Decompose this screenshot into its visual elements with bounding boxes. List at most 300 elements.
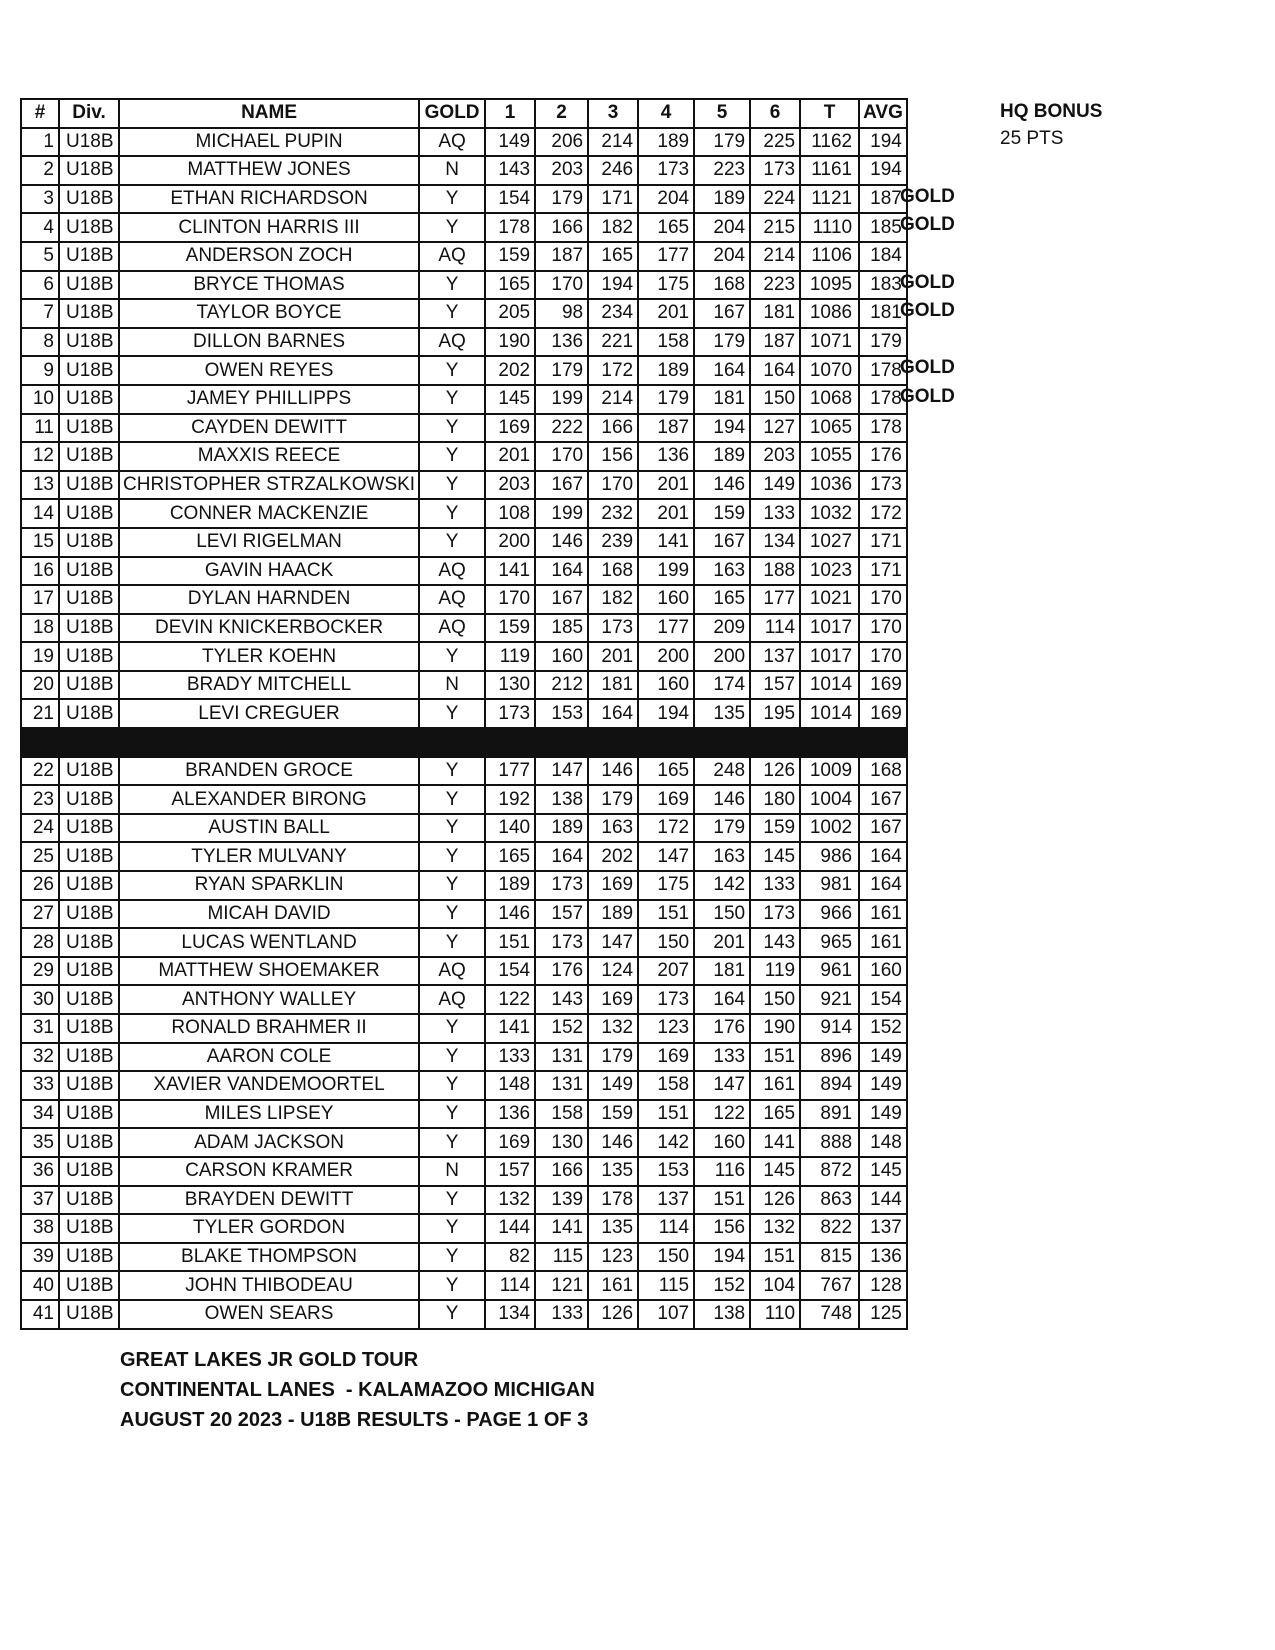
- gold-status-cell: Y: [419, 414, 485, 443]
- total-cell: 1036: [800, 471, 859, 500]
- name-cell: LEVI CREGUER: [119, 699, 419, 728]
- gold-status-cell: Y: [419, 356, 485, 385]
- gold-status-cell: Y: [419, 842, 485, 871]
- total-cell: 1002: [800, 814, 859, 843]
- game-3-cell: 159: [588, 1100, 638, 1129]
- game-3-cell: 132: [588, 1014, 638, 1043]
- table-body: [21, 128, 907, 1329]
- name-cell: JAMEY PHILLIPPS: [119, 385, 419, 414]
- game-2-cell: 203: [535, 156, 588, 185]
- table-row: [21, 1300, 907, 1329]
- game-3-cell: 135: [588, 1157, 638, 1186]
- game-2-cell: 160: [535, 642, 588, 671]
- game-4-cell: 150: [638, 1243, 694, 1272]
- game-1-cell: 177: [485, 757, 535, 786]
- average-cell: 194: [859, 156, 907, 185]
- gold-status-cell: AQ: [419, 957, 485, 986]
- average-cell: 168: [859, 757, 907, 786]
- game-3-cell: 202: [588, 842, 638, 871]
- game-5-cell: 163: [694, 557, 750, 586]
- game-3-cell: 179: [588, 1043, 638, 1072]
- name-cell: ETHAN RICHARDSON: [119, 185, 419, 214]
- rank-cell: 32: [21, 1043, 59, 1072]
- gold-qualifier-flag: GOLD: [900, 186, 955, 207]
- column-header: AVG: [859, 99, 907, 128]
- game-5-cell: 167: [694, 299, 750, 328]
- game-2-cell: 98: [535, 299, 588, 328]
- column-header: 1: [485, 99, 535, 128]
- game-2-cell: 173: [535, 871, 588, 900]
- rank-cell: 36: [21, 1157, 59, 1186]
- game-1-cell: 119: [485, 642, 535, 671]
- name-cell: XAVIER VANDEMOORTEL: [119, 1071, 419, 1100]
- division-cell: U18B: [59, 128, 119, 157]
- name-cell: MATTHEW SHOEMAKER: [119, 957, 419, 986]
- game-4-cell: 204: [638, 185, 694, 214]
- gold-status-cell: Y: [419, 1243, 485, 1272]
- game-5-cell: 248: [694, 757, 750, 786]
- game-2-cell: 141: [535, 1214, 588, 1243]
- game-4-cell: 189: [638, 128, 694, 157]
- average-cell: 128: [859, 1271, 907, 1300]
- game-4-cell: 160: [638, 585, 694, 614]
- name-cell: DEVIN KNICKERBOCKER: [119, 614, 419, 643]
- game-5-cell: 194: [694, 414, 750, 443]
- division-cell: U18B: [59, 1043, 119, 1072]
- game-5-cell: 181: [694, 957, 750, 986]
- game-4-cell: 151: [638, 1100, 694, 1129]
- division-cell: U18B: [59, 442, 119, 471]
- rank-cell: 26: [21, 871, 59, 900]
- rank-cell: 17: [21, 585, 59, 614]
- gold-qualifier-flag: GOLD: [900, 272, 955, 293]
- game-6-cell: 141: [750, 1128, 800, 1157]
- total-cell: 1009: [800, 757, 859, 786]
- name-cell: ADAM JACKSON: [119, 1128, 419, 1157]
- game-3-cell: 149: [588, 1071, 638, 1100]
- average-cell: 149: [859, 1043, 907, 1072]
- game-1-cell: 132: [485, 1186, 535, 1215]
- rank-cell: 9: [21, 356, 59, 385]
- game-6-cell: 224: [750, 185, 800, 214]
- rank-cell: 13: [21, 471, 59, 500]
- rank-cell: 35: [21, 1128, 59, 1157]
- game-3-cell: 146: [588, 1128, 638, 1157]
- name-cell: DILLON BARNES: [119, 328, 419, 357]
- column-header: GOLD: [419, 99, 485, 128]
- total-cell: 1121: [800, 185, 859, 214]
- game-4-cell: 187: [638, 414, 694, 443]
- game-6-cell: 151: [750, 1243, 800, 1272]
- game-5-cell: 146: [694, 785, 750, 814]
- average-cell: 176: [859, 442, 907, 471]
- total-cell: 891: [800, 1100, 859, 1129]
- game-2-cell: 138: [535, 785, 588, 814]
- total-cell: 1071: [800, 328, 859, 357]
- column-header: #: [21, 99, 59, 128]
- average-cell: 170: [859, 614, 907, 643]
- total-cell: 894: [800, 1071, 859, 1100]
- name-cell: TYLER MULVANY: [119, 842, 419, 871]
- name-cell: BRADY MITCHELL: [119, 671, 419, 700]
- total-cell: 1095: [800, 271, 859, 300]
- rank-cell: 18: [21, 614, 59, 643]
- game-6-cell: 225: [750, 128, 800, 157]
- game-6-cell: 203: [750, 442, 800, 471]
- total-cell: 1014: [800, 699, 859, 728]
- gold-status-cell: Y: [419, 1186, 485, 1215]
- gold-status-cell: Y: [419, 1071, 485, 1100]
- game-3-cell: 147: [588, 928, 638, 957]
- table-row: [21, 585, 907, 614]
- average-cell: 170: [859, 585, 907, 614]
- game-4-cell: 142: [638, 1128, 694, 1157]
- game-4-cell: 177: [638, 242, 694, 271]
- game-5-cell: 174: [694, 671, 750, 700]
- division-cell: U18B: [59, 814, 119, 843]
- game-6-cell: 132: [750, 1214, 800, 1243]
- average-cell: 154: [859, 985, 907, 1014]
- total-cell: 1014: [800, 671, 859, 700]
- table-row: [21, 985, 907, 1014]
- results-table: [20, 98, 908, 1330]
- game-3-cell: 171: [588, 185, 638, 214]
- game-1-cell: 189: [485, 871, 535, 900]
- table-row: [21, 757, 907, 786]
- table-row: [21, 842, 907, 871]
- game-1-cell: 148: [485, 1071, 535, 1100]
- game-1-cell: 205: [485, 299, 535, 328]
- total-cell: 1017: [800, 614, 859, 643]
- name-cell: BRYCE THOMAS: [119, 271, 419, 300]
- average-cell: 172: [859, 499, 907, 528]
- game-4-cell: 107: [638, 1300, 694, 1329]
- game-3-cell: 135: [588, 1214, 638, 1243]
- rank-cell: 1: [21, 128, 59, 157]
- name-cell: CARSON KRAMER: [119, 1157, 419, 1186]
- total-cell: 965: [800, 928, 859, 957]
- game-1-cell: 192: [485, 785, 535, 814]
- name-cell: JOHN THIBODEAU: [119, 1271, 419, 1300]
- game-5-cell: 168: [694, 271, 750, 300]
- game-2-cell: 185: [535, 614, 588, 643]
- game-1-cell: 190: [485, 328, 535, 357]
- game-6-cell: 149: [750, 471, 800, 500]
- game-5-cell: 189: [694, 442, 750, 471]
- game-3-cell: 170: [588, 471, 638, 500]
- division-cell: U18B: [59, 1071, 119, 1100]
- game-5-cell: 133: [694, 1043, 750, 1072]
- game-2-cell: 189: [535, 814, 588, 843]
- game-6-cell: 145: [750, 1157, 800, 1186]
- gold-qualifier-flag: GOLD: [900, 386, 955, 407]
- game-1-cell: 145: [485, 385, 535, 414]
- game-5-cell: 179: [694, 128, 750, 157]
- game-4-cell: 123: [638, 1014, 694, 1043]
- average-cell: 161: [859, 928, 907, 957]
- rank-cell: 3: [21, 185, 59, 214]
- total-cell: 815: [800, 1243, 859, 1272]
- table-row: [21, 1100, 907, 1129]
- rank-cell: 6: [21, 271, 59, 300]
- rank-cell: 15: [21, 528, 59, 557]
- game-3-cell: 214: [588, 128, 638, 157]
- division-cell: U18B: [59, 1243, 119, 1272]
- name-cell: OWEN SEARS: [119, 1300, 419, 1329]
- gold-status-cell: Y: [419, 499, 485, 528]
- footer-tour-name: GREAT LAKES JR GOLD TOUR: [120, 1349, 419, 1371]
- gold-status-cell: Y: [419, 785, 485, 814]
- game-4-cell: 136: [638, 442, 694, 471]
- game-4-cell: 200: [638, 642, 694, 671]
- game-1-cell: 141: [485, 1014, 535, 1043]
- column-header: 2: [535, 99, 588, 128]
- name-cell: RYAN SPARKLIN: [119, 871, 419, 900]
- division-cell: U18B: [59, 528, 119, 557]
- game-4-cell: 175: [638, 271, 694, 300]
- name-cell: OWEN REYES: [119, 356, 419, 385]
- game-1-cell: 149: [485, 128, 535, 157]
- game-2-cell: 170: [535, 271, 588, 300]
- total-cell: 1055: [800, 442, 859, 471]
- game-1-cell: 203: [485, 471, 535, 500]
- gold-status-cell: Y: [419, 1214, 485, 1243]
- game-4-cell: 141: [638, 528, 694, 557]
- game-2-cell: 153: [535, 699, 588, 728]
- name-cell: CONNER MACKENZIE: [119, 499, 419, 528]
- total-cell: 863: [800, 1186, 859, 1215]
- rank-cell: 16: [21, 557, 59, 586]
- division-cell: U18B: [59, 842, 119, 871]
- cut-line-bar: [21, 728, 907, 757]
- game-1-cell: 133: [485, 1043, 535, 1072]
- rank-cell: 29: [21, 957, 59, 986]
- game-6-cell: 161: [750, 1071, 800, 1100]
- game-5-cell: 179: [694, 328, 750, 357]
- game-2-cell: 199: [535, 385, 588, 414]
- game-1-cell: 134: [485, 1300, 535, 1329]
- table-row: [21, 1043, 907, 1072]
- name-cell: AUSTIN BALL: [119, 814, 419, 843]
- game-4-cell: 158: [638, 1071, 694, 1100]
- division-cell: U18B: [59, 642, 119, 671]
- gold-qualifier-flag: GOLD: [900, 214, 955, 235]
- column-header: 6: [750, 99, 800, 128]
- table-row: [21, 185, 907, 214]
- game-1-cell: 178: [485, 213, 535, 242]
- gold-status-cell: Y: [419, 928, 485, 957]
- game-4-cell: 199: [638, 557, 694, 586]
- game-3-cell: 246: [588, 156, 638, 185]
- name-cell: ALEXANDER BIRONG: [119, 785, 419, 814]
- average-cell: 164: [859, 871, 907, 900]
- gold-status-cell: Y: [419, 442, 485, 471]
- game-3-cell: 169: [588, 871, 638, 900]
- gold-status-cell: Y: [419, 271, 485, 300]
- division-cell: U18B: [59, 156, 119, 185]
- table-row: [21, 1271, 907, 1300]
- game-2-cell: 121: [535, 1271, 588, 1300]
- rank-cell: 38: [21, 1214, 59, 1243]
- game-4-cell: 158: [638, 328, 694, 357]
- name-cell: GAVIN HAACK: [119, 557, 419, 586]
- rank-cell: 14: [21, 499, 59, 528]
- table-row: [21, 785, 907, 814]
- game-6-cell: 151: [750, 1043, 800, 1072]
- gold-status-cell: AQ: [419, 614, 485, 643]
- game-3-cell: 124: [588, 957, 638, 986]
- game-6-cell: 150: [750, 385, 800, 414]
- average-cell: 137: [859, 1214, 907, 1243]
- game-1-cell: 200: [485, 528, 535, 557]
- game-2-cell: 170: [535, 442, 588, 471]
- total-cell: 1004: [800, 785, 859, 814]
- game-1-cell: 159: [485, 614, 535, 643]
- average-cell: 136: [859, 1243, 907, 1272]
- division-cell: U18B: [59, 185, 119, 214]
- game-6-cell: 110: [750, 1300, 800, 1329]
- game-2-cell: 179: [535, 356, 588, 385]
- total-cell: 966: [800, 900, 859, 929]
- rank-cell: 33: [21, 1071, 59, 1100]
- game-6-cell: 177: [750, 585, 800, 614]
- total-cell: 1110: [800, 213, 859, 242]
- game-6-cell: 145: [750, 842, 800, 871]
- game-5-cell: 122: [694, 1100, 750, 1129]
- name-cell: DYLAN HARNDEN: [119, 585, 419, 614]
- table-row: [21, 442, 907, 471]
- division-cell: U18B: [59, 1014, 119, 1043]
- game-2-cell: 187: [535, 242, 588, 271]
- division-cell: U18B: [59, 585, 119, 614]
- game-2-cell: 166: [535, 213, 588, 242]
- gold-status-cell: Y: [419, 1300, 485, 1329]
- game-1-cell: 170: [485, 585, 535, 614]
- gold-status-cell: AQ: [419, 242, 485, 271]
- rank-cell: 31: [21, 1014, 59, 1043]
- division-cell: U18B: [59, 414, 119, 443]
- game-6-cell: 133: [750, 499, 800, 528]
- division-cell: U18B: [59, 928, 119, 957]
- game-5-cell: 200: [694, 642, 750, 671]
- average-cell: 187: [859, 185, 907, 214]
- name-cell: TAYLOR BOYCE: [119, 299, 419, 328]
- average-cell: 179: [859, 328, 907, 357]
- average-cell: 173: [859, 471, 907, 500]
- total-cell: 888: [800, 1128, 859, 1157]
- division-cell: U18B: [59, 1186, 119, 1215]
- name-cell: BLAKE THOMPSON: [119, 1243, 419, 1272]
- game-2-cell: 131: [535, 1043, 588, 1072]
- name-cell: MICHAEL PUPIN: [119, 128, 419, 157]
- rank-cell: 37: [21, 1186, 59, 1215]
- gold-status-cell: Y: [419, 1271, 485, 1300]
- rank-cell: 11: [21, 414, 59, 443]
- rank-cell: 24: [21, 814, 59, 843]
- table-row: [21, 900, 907, 929]
- total-cell: 1162: [800, 128, 859, 157]
- game-5-cell: 167: [694, 528, 750, 557]
- rank-cell: 39: [21, 1243, 59, 1272]
- game-6-cell: 157: [750, 671, 800, 700]
- table-row: [21, 356, 907, 385]
- game-5-cell: 201: [694, 928, 750, 957]
- game-3-cell: 168: [588, 557, 638, 586]
- name-cell: TYLER KOEHN: [119, 642, 419, 671]
- game-3-cell: 166: [588, 414, 638, 443]
- rank-cell: 22: [21, 757, 59, 786]
- division-cell: U18B: [59, 242, 119, 271]
- table-row: [21, 242, 907, 271]
- game-6-cell: 143: [750, 928, 800, 957]
- rank-cell: 19: [21, 642, 59, 671]
- game-5-cell: 159: [694, 499, 750, 528]
- game-6-cell: 223: [750, 271, 800, 300]
- table-row: [21, 814, 907, 843]
- name-cell: RONALD BRAHMER II: [119, 1014, 419, 1043]
- column-header: 5: [694, 99, 750, 128]
- average-cell: 170: [859, 642, 907, 671]
- rank-cell: 41: [21, 1300, 59, 1329]
- gold-status-cell: AQ: [419, 128, 485, 157]
- average-cell: 178: [859, 385, 907, 414]
- game-6-cell: 187: [750, 328, 800, 357]
- division-cell: U18B: [59, 671, 119, 700]
- division-cell: U18B: [59, 499, 119, 528]
- table-row: [21, 557, 907, 586]
- total-cell: 986: [800, 842, 859, 871]
- game-4-cell: 169: [638, 785, 694, 814]
- division-cell: U18B: [59, 757, 119, 786]
- gold-status-cell: AQ: [419, 557, 485, 586]
- game-3-cell: 194: [588, 271, 638, 300]
- game-1-cell: 130: [485, 671, 535, 700]
- average-cell: 178: [859, 414, 907, 443]
- game-2-cell: 130: [535, 1128, 588, 1157]
- table-row: [21, 1014, 907, 1043]
- game-3-cell: 189: [588, 900, 638, 929]
- game-5-cell: 116: [694, 1157, 750, 1186]
- game-4-cell: 172: [638, 814, 694, 843]
- total-cell: 1068: [800, 385, 859, 414]
- gold-status-cell: N: [419, 156, 485, 185]
- name-cell: MICAH DAVID: [119, 900, 419, 929]
- game-3-cell: 172: [588, 356, 638, 385]
- table-row: [21, 642, 907, 671]
- game-1-cell: 154: [485, 185, 535, 214]
- gold-status-cell: AQ: [419, 985, 485, 1014]
- game-4-cell: 160: [638, 671, 694, 700]
- name-cell: ANDERSON ZOCH: [119, 242, 419, 271]
- gold-status-cell: Y: [419, 1043, 485, 1072]
- name-cell: BRANDEN GROCE: [119, 757, 419, 786]
- division-cell: U18B: [59, 1214, 119, 1243]
- average-cell: 171: [859, 557, 907, 586]
- cut-line-row: [21, 728, 907, 757]
- hq-bonus-note: [1000, 98, 1102, 152]
- division-cell: U18B: [59, 785, 119, 814]
- average-cell: 169: [859, 699, 907, 728]
- gold-status-cell: N: [419, 671, 485, 700]
- table-row: [21, 128, 907, 157]
- game-4-cell: 194: [638, 699, 694, 728]
- name-cell: AARON COLE: [119, 1043, 419, 1072]
- game-5-cell: 151: [694, 1186, 750, 1215]
- column-header: NAME: [119, 99, 419, 128]
- game-3-cell: 146: [588, 757, 638, 786]
- game-1-cell: 136: [485, 1100, 535, 1129]
- game-4-cell: 179: [638, 385, 694, 414]
